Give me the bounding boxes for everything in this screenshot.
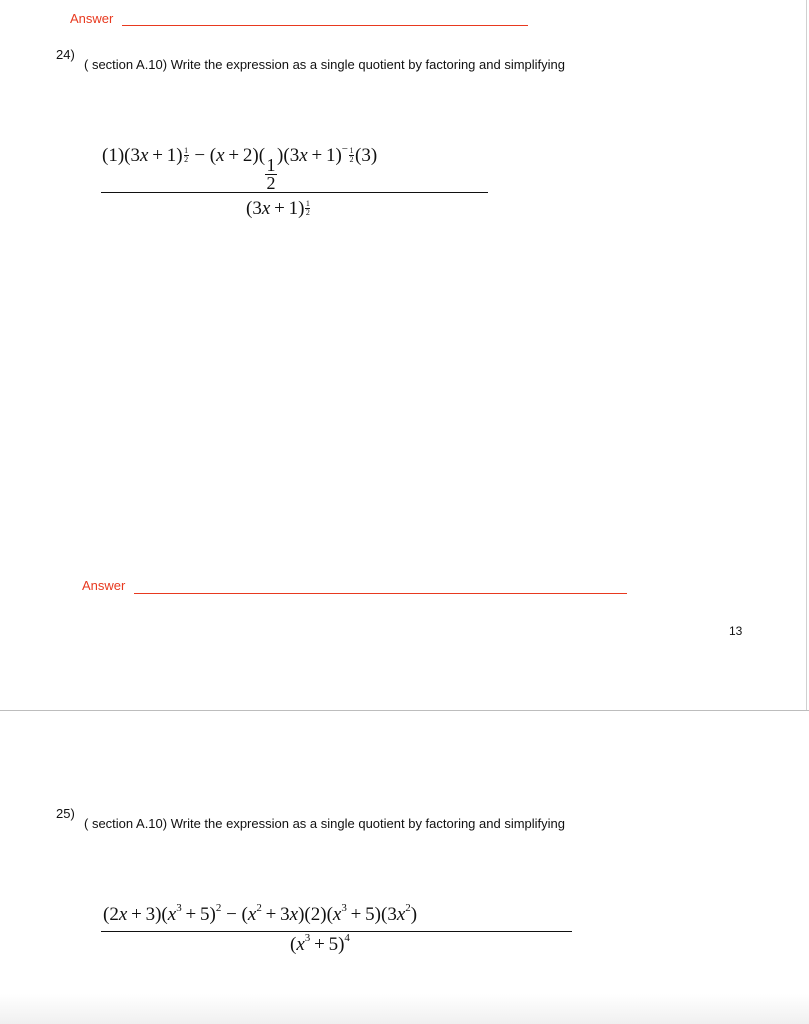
expression-25-denominator: $(x^3 + 5)^4$ (290, 932, 350, 955)
answer-label-24: Answer (82, 578, 126, 593)
expression-25-numerator: $(2x + 3)(x^3 + 5)^2 - (x^2 + 3x)(2)(x^3 + 5)(3x^2)$ (103, 902, 418, 925)
expression-24-numerator: (1)(3x + 1) $\frac{1}{2}$ − (x + 2)( $\frac{1}{2}$ )(3x + 1)− $\frac{1}{2}$ (3) (102, 143, 378, 193)
answer-label-top: Answer (70, 11, 114, 26)
fraction-bar-25 (101, 931, 572, 932)
page-right-edge (806, 0, 807, 710)
answer-line-24[interactable] (134, 593, 627, 594)
question-text-25: ( section A.10) Write the expression as a single quotient by factoring and simplifying (84, 816, 566, 831)
page-bottom-shadow (0, 994, 809, 1024)
page-divider (0, 710, 809, 711)
question-text-24: ( section A.10) Write the expression as a single quotient by factoring and simplifying (84, 57, 566, 72)
fraction-bar-24 (101, 192, 488, 193)
page-number: 13 (729, 624, 743, 638)
question-number-25: 25) (56, 806, 75, 821)
expression-24 (102, 145, 377, 192)
answer-line-top[interactable] (122, 25, 528, 26)
question-number-24: 24) (56, 47, 75, 62)
expression-24-denominator: (3x + 1) $\frac{1}{2}$ (246, 198, 310, 219)
